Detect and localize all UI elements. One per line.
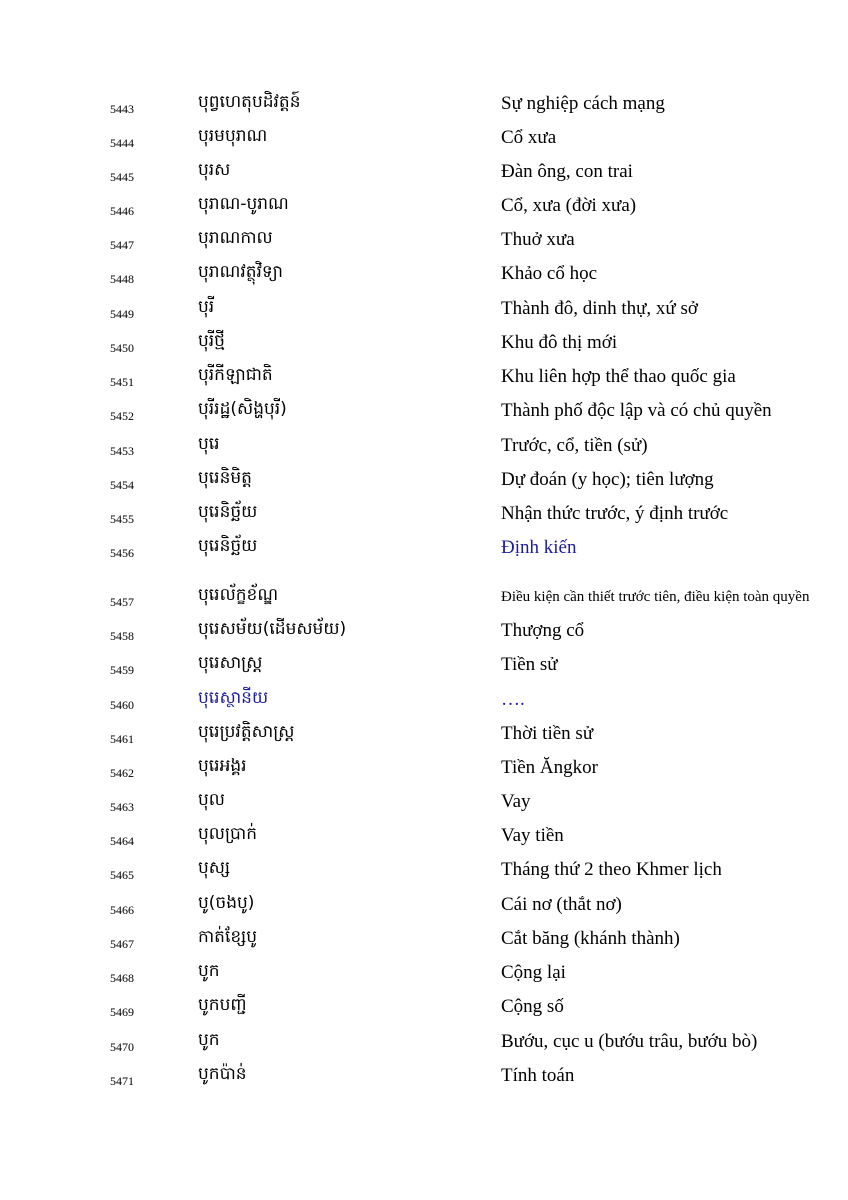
khmer-term: បុរមបុរាណ [198, 126, 268, 146]
khmer-term: បុរេអង្គរ [198, 756, 247, 776]
vietnamese-meaning: Vay tiền [501, 825, 564, 846]
khmer-term: បូកបញ្ជី [198, 995, 247, 1015]
entry-row [0, 469, 848, 501]
vietnamese-meaning: Nhận thức trước, ý định trước [501, 503, 729, 524]
entry-number: 5467 [110, 937, 134, 951]
khmer-term: បូក [198, 1030, 220, 1050]
vietnamese-meaning: Cái nơ (thắt nơ) [501, 894, 622, 915]
entry-number: 5447 [110, 238, 134, 252]
vietnamese-meaning: Cổ, xưa (đời xưa) [501, 195, 637, 216]
vietnamese-meaning: Cắt băng (khánh thành) [501, 928, 680, 949]
vietnamese-meaning: Cộng lại [501, 962, 566, 983]
khmer-term: បុរាណកាល [198, 228, 273, 248]
vietnamese-meaning: Thuở xưa [501, 229, 575, 250]
khmer-term: បុរី [198, 297, 215, 317]
vietnamese-meaning: Dự đoán (y học); tiên lượng [501, 469, 714, 490]
khmer-term: បុរស [198, 160, 231, 180]
khmer-term: បុរេនិមិត្ត [198, 468, 252, 488]
vietnamese-meaning: Cộng số [501, 996, 564, 1017]
vietnamese-meaning: Khảo cổ học [501, 263, 598, 284]
vietnamese-meaning: Cổ xưa [501, 127, 557, 148]
entry-row [0, 93, 848, 125]
khmer-term: បុរេសាស្ត្រ [198, 653, 263, 673]
entry-row [0, 757, 848, 789]
entry-row [0, 400, 848, 432]
entry-row [0, 263, 848, 295]
entry-number: 5470 [110, 1040, 134, 1054]
khmer-term: បុរេនិច្ឆ័យ [198, 502, 258, 522]
entry-number: 5460 [110, 698, 134, 712]
vietnamese-meaning: Tiền Ăngkor [501, 757, 598, 778]
vietnamese-meaning: Tháng thứ 2 theo Khmer lịch [501, 859, 722, 880]
entry-row [0, 996, 848, 1028]
entry-row [0, 435, 848, 467]
entry-number: 5465 [110, 868, 134, 882]
vietnamese-meaning: Trước, cổ, tiền (sử) [501, 435, 648, 456]
khmer-term: បុរាណ-បូរាណ [198, 194, 289, 214]
entry-row [0, 689, 848, 721]
khmer-term: បុរាណវត្ថុវិទ្យា [198, 262, 283, 282]
entry-number: 5459 [110, 663, 134, 677]
khmer-term: បុស្ស [198, 858, 231, 878]
entry-row [0, 654, 848, 686]
entry-row [0, 229, 848, 261]
entry-number: 5468 [110, 971, 134, 985]
khmer-term: បុរេប្រវត្តិសាស្ត្រ [198, 722, 295, 742]
entry-row [0, 503, 848, 535]
entry-row [0, 859, 848, 891]
entry-row [0, 928, 848, 960]
khmer-term: បុរេនិច្ឆ័យ [198, 536, 258, 556]
entry-row [0, 127, 848, 159]
entry-row [0, 195, 848, 227]
vietnamese-meaning: Thành đô, dinh thự, xứ sở [501, 298, 698, 319]
entry-number: 5458 [110, 629, 134, 643]
entry-row [0, 332, 848, 364]
entry-number: 5444 [110, 136, 134, 150]
vietnamese-meaning: Vay [501, 791, 531, 812]
vietnamese-meaning: Điều kiện cần thiết trước tiên, điều kiện toàn quyền [501, 589, 810, 605]
entry-row [0, 791, 848, 823]
entry-number: 5449 [110, 307, 134, 321]
entry-number: 5461 [110, 732, 134, 746]
entry-row [0, 161, 848, 193]
vietnamese-meaning: Tính toán [501, 1065, 575, 1086]
entry-number: 5451 [110, 375, 134, 389]
entry-row [0, 537, 848, 569]
vietnamese-meaning: Bướu, cục u (bướu trâu, bướu bò) [501, 1031, 758, 1052]
vietnamese-meaning: Thời tiền sử [501, 723, 594, 744]
khmer-term: បុរេសម័យ(ដើមសម័យ) [198, 619, 347, 639]
entry-row [0, 1065, 848, 1097]
entry-number: 5448 [110, 272, 134, 286]
entry-number: 5452 [110, 409, 134, 423]
entry-number: 5453 [110, 444, 134, 458]
entry-number: 5464 [110, 834, 134, 848]
entry-number: 5455 [110, 512, 134, 526]
khmer-term: បុរេស្ថានីយ [198, 688, 269, 708]
entry-row [0, 825, 848, 857]
entry-row [0, 894, 848, 926]
vietnamese-meaning: Đàn ông, con trai [501, 161, 633, 182]
vietnamese-meaning: Khu liên hợp thể thao quốc gia [501, 366, 736, 387]
entry-row [0, 1031, 848, 1063]
entry-number: 5457 [110, 595, 134, 609]
vietnamese-meaning: Thượng cổ [501, 620, 585, 641]
vietnamese-meaning: …. [501, 689, 525, 710]
entry-number: 5443 [110, 102, 134, 116]
khmer-term: បុលប្រាក់ [198, 824, 258, 844]
khmer-term: បុល [198, 790, 225, 810]
khmer-term: កាត់ខ្សែបូ [198, 927, 258, 947]
khmer-term: បុរីថ្មី [198, 331, 225, 351]
entry-row [0, 962, 848, 994]
entry-row [0, 298, 848, 330]
entry-number: 5471 [110, 1074, 134, 1088]
entry-row [0, 586, 848, 618]
khmer-term: បុរេល័ក្ខខ័ណ្ឌ [198, 585, 279, 605]
khmer-term: បូក [198, 961, 220, 981]
entry-number: 5450 [110, 341, 134, 355]
vietnamese-meaning: Thành phố độc lập và có chủ quyền [501, 400, 772, 421]
entry-number: 5454 [110, 478, 134, 492]
vietnamese-meaning: Tiền sử [501, 654, 558, 675]
khmer-term: បូ(ចងបូ) [198, 893, 255, 913]
khmer-term: បុរីរដ្ឋ(សិង្ហបុរី) [198, 399, 287, 419]
entry-number: 5469 [110, 1005, 134, 1019]
vietnamese-meaning: Sự nghiệp cách mạng [501, 93, 665, 114]
khmer-term: បូកប៉ាន់ [198, 1064, 247, 1084]
entry-number: 5456 [110, 546, 134, 560]
khmer-term: បុព្វហេតុបដិវត្តន៍ [198, 92, 301, 112]
khmer-term: បុរេ [198, 434, 220, 454]
vietnamese-meaning: Khu đô thị mới [501, 332, 618, 353]
entry-row [0, 620, 848, 652]
entry-number: 5462 [110, 766, 134, 780]
entry-row [0, 366, 848, 398]
entry-number: 5445 [110, 170, 134, 184]
entry-number: 5463 [110, 800, 134, 814]
entry-number: 5466 [110, 903, 134, 917]
khmer-term: បុរីកីឡាជាតិ [198, 365, 273, 385]
vietnamese-meaning: Định kiến [501, 537, 577, 558]
entry-row [0, 723, 848, 755]
entry-number: 5446 [110, 204, 134, 218]
